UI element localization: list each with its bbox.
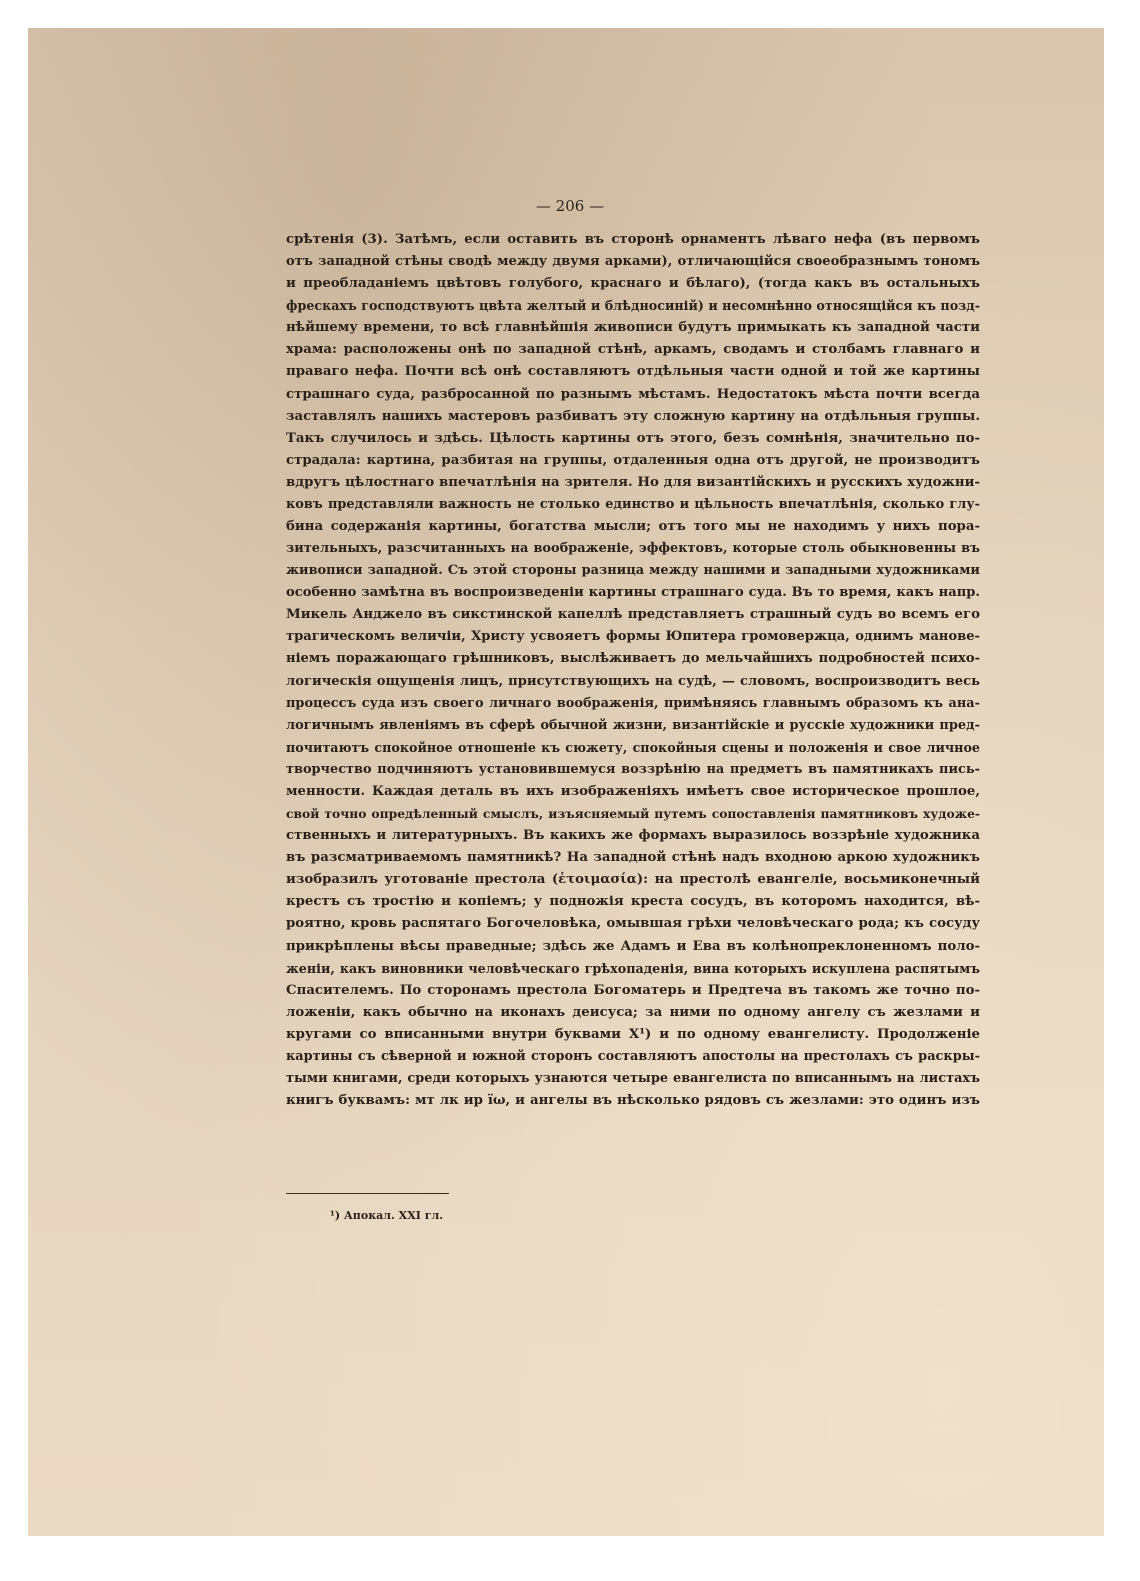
text-line: Такъ случилось и здѣсь. Цѣлость картины отъ этого, безъ сомнѣнія, значительно по- [286,430,980,446]
text-line: и преобладаніемъ цвѣтовъ голубого, краснаго и бѣлаго), (тогда какъ въ остальныхъ [286,276,980,292]
text-line: книгъ буквамъ: мт лк ир їω, и ангелы въ нѣсколько рядовъ съ жезлами: это одинъ изъ [286,1093,980,1109]
text-line: тыми книгами, среди которыхъ узнаются четыре евангелиста по вписаннымъ на листахъ [286,1070,980,1086]
text-line: особенно замѣтна въ воспроизведеніи картины страшнаго суда. Въ то время, какъ напр. [286,585,980,601]
text-line: Микель Анджело въ сикстинской капеллѣ представляетъ страшный судъ во всемъ его [286,607,980,623]
text-line: ственныхъ и литературныхъ. Въ какихъ же формахъ выразилось воззрѣніе художника [286,828,980,844]
text-line: менности. Каждая деталь въ ихъ изображеніяхъ имѣетъ свое историческое прошлое, [286,783,980,799]
text-line: заставлялъ нашихъ мастеровъ разбиватъ эту сложную картину на отдѣльныя группы. [286,408,980,424]
page-number: — 206 — [535,197,605,215]
text-line: въ разсматриваемомъ памятникѣ? На западной стѣнѣ надъ входною аркою художникъ [286,850,980,866]
body-text [286,229,980,1112]
text-line: живописи западной. Съ этой стороны разница между нашими и западными художниками [286,563,980,579]
text-line: трагическомъ величіи, Христу усвояетъ формы Юпитера громовержца, однимъ манове- [286,629,980,645]
footnote: ¹) Апокал. XXI гл. [330,1209,444,1222]
text-line: кругами со вписанными внутри буквами X¹) и по одному евангелисту. Продолженіе [286,1026,980,1042]
text-line: картины съ сѣверной и южной сторонъ составляютъ апостолы на престолахъ съ раскры- [286,1048,980,1064]
text-line: отъ западной стѣны сводѣ между двумя арками), отличающійся своеобразнымъ тономъ [286,254,980,270]
text-line: прикрѣплены вѣсы праведные; здѣсь же Адамъ и Ева въ колѣнопреклоненномъ поло- [286,938,980,954]
text-line: роятно, кровь распятаго Богочеловѣка, омывшая грѣхи человѣческаго рода; къ сосуду [286,916,980,932]
text-line: свой точно опредѣленный смыслъ, изъясняемый путемъ сопоставленія памятниковъ художе- [286,806,980,822]
text-line: Спасителемъ. По сторонамъ престола Богоматерь и Предтеча въ такомъ же точно по- [286,982,980,998]
text-line: фрескахъ господствуютъ цвѣта желтый и блѣдносиній) и несомнѣнно относящійся къ позд- [286,298,980,314]
text-line: зительныхъ, разсчитанныхъ на воображеніе, эффектовъ, которые столь обыкновенны въ [286,541,980,557]
footnote-divider [286,1193,449,1194]
text-line: логическія ощущенія лицъ, присутствующихъ на судѣ, — словомъ, воспроизводитъ весь [286,673,980,689]
text-line: ковъ представляли важность не столько единство и цѣльность впечатлѣнія, сколько глу- [286,496,980,512]
text-line: страшнаго суда, разбросанной по разнымъ мѣстамъ. Недостатокъ мѣста почти всегда [286,386,980,402]
text-line: страдала: картина, разбитая на группы, отдаленныя одна отъ другой, не производитъ [286,452,980,468]
text-line: ніемъ поражающаго грѣшниковъ, выслѣживаетъ до мельчайшихъ подробностей психо- [286,651,980,667]
text-line: изобразилъ уготованіе престола (ἑτοιμασία): на престолѣ евангеліе, восьмиконечный [286,872,980,888]
text-line: бина содержанія картины, богатства мысли; отъ того мы не находимъ у нихъ пора- [286,519,980,535]
text-line: ложеніи, какъ обычно на иконахъ деисуса; за ними по одному ангелу съ жезлами и [286,1004,980,1020]
text-line: праваго нефа. Почти всѣ онѣ составляютъ отдѣльныя части одной и той же картины [286,364,980,380]
text-line: нѣйшему времени, то всѣ главнѣйшія живописи будутъ примыкать къ западной части [286,320,980,336]
text-line: почитаютъ спокойное отношеніе къ сюжету, спокойныя сцены и положенія и свое личное [286,739,980,755]
text-line: крестъ съ тростію и копіемъ; у подножія креста сосудъ, въ которомъ находится, вѣ- [286,894,980,910]
text-line: срѣтенія (3). Затѣмъ, если оставить въ сторонѣ орнаментъ лѣваго нефа (въ первомъ [286,232,980,247]
text-line: храма: расположены онѣ по западной стѣнѣ, аркамъ, сводамъ и столбамъ главнаго и [286,342,980,358]
text-line: процессъ суда изъ своего личнаго воображенія, примѣняясь главнымъ образомъ къ ана- [286,695,980,711]
text-line: женіи, какъ виновники человѣческаго грѣхопаденія, вина которыхъ искуплена распятымъ [286,960,980,976]
text-line: логичнымъ явленіямъ въ сферѣ обычной жизни, византійскіе и русскіе художники пред- [286,717,980,733]
text-line: творчество подчиняютъ установившемуся воззрѣнію на предметъ въ памятникахъ пись- [286,761,980,777]
text-line: вдругъ цѣлостнаго впечатлѣнія на зрителя. Но для византійскихъ и русскихъ художни- [286,474,980,490]
